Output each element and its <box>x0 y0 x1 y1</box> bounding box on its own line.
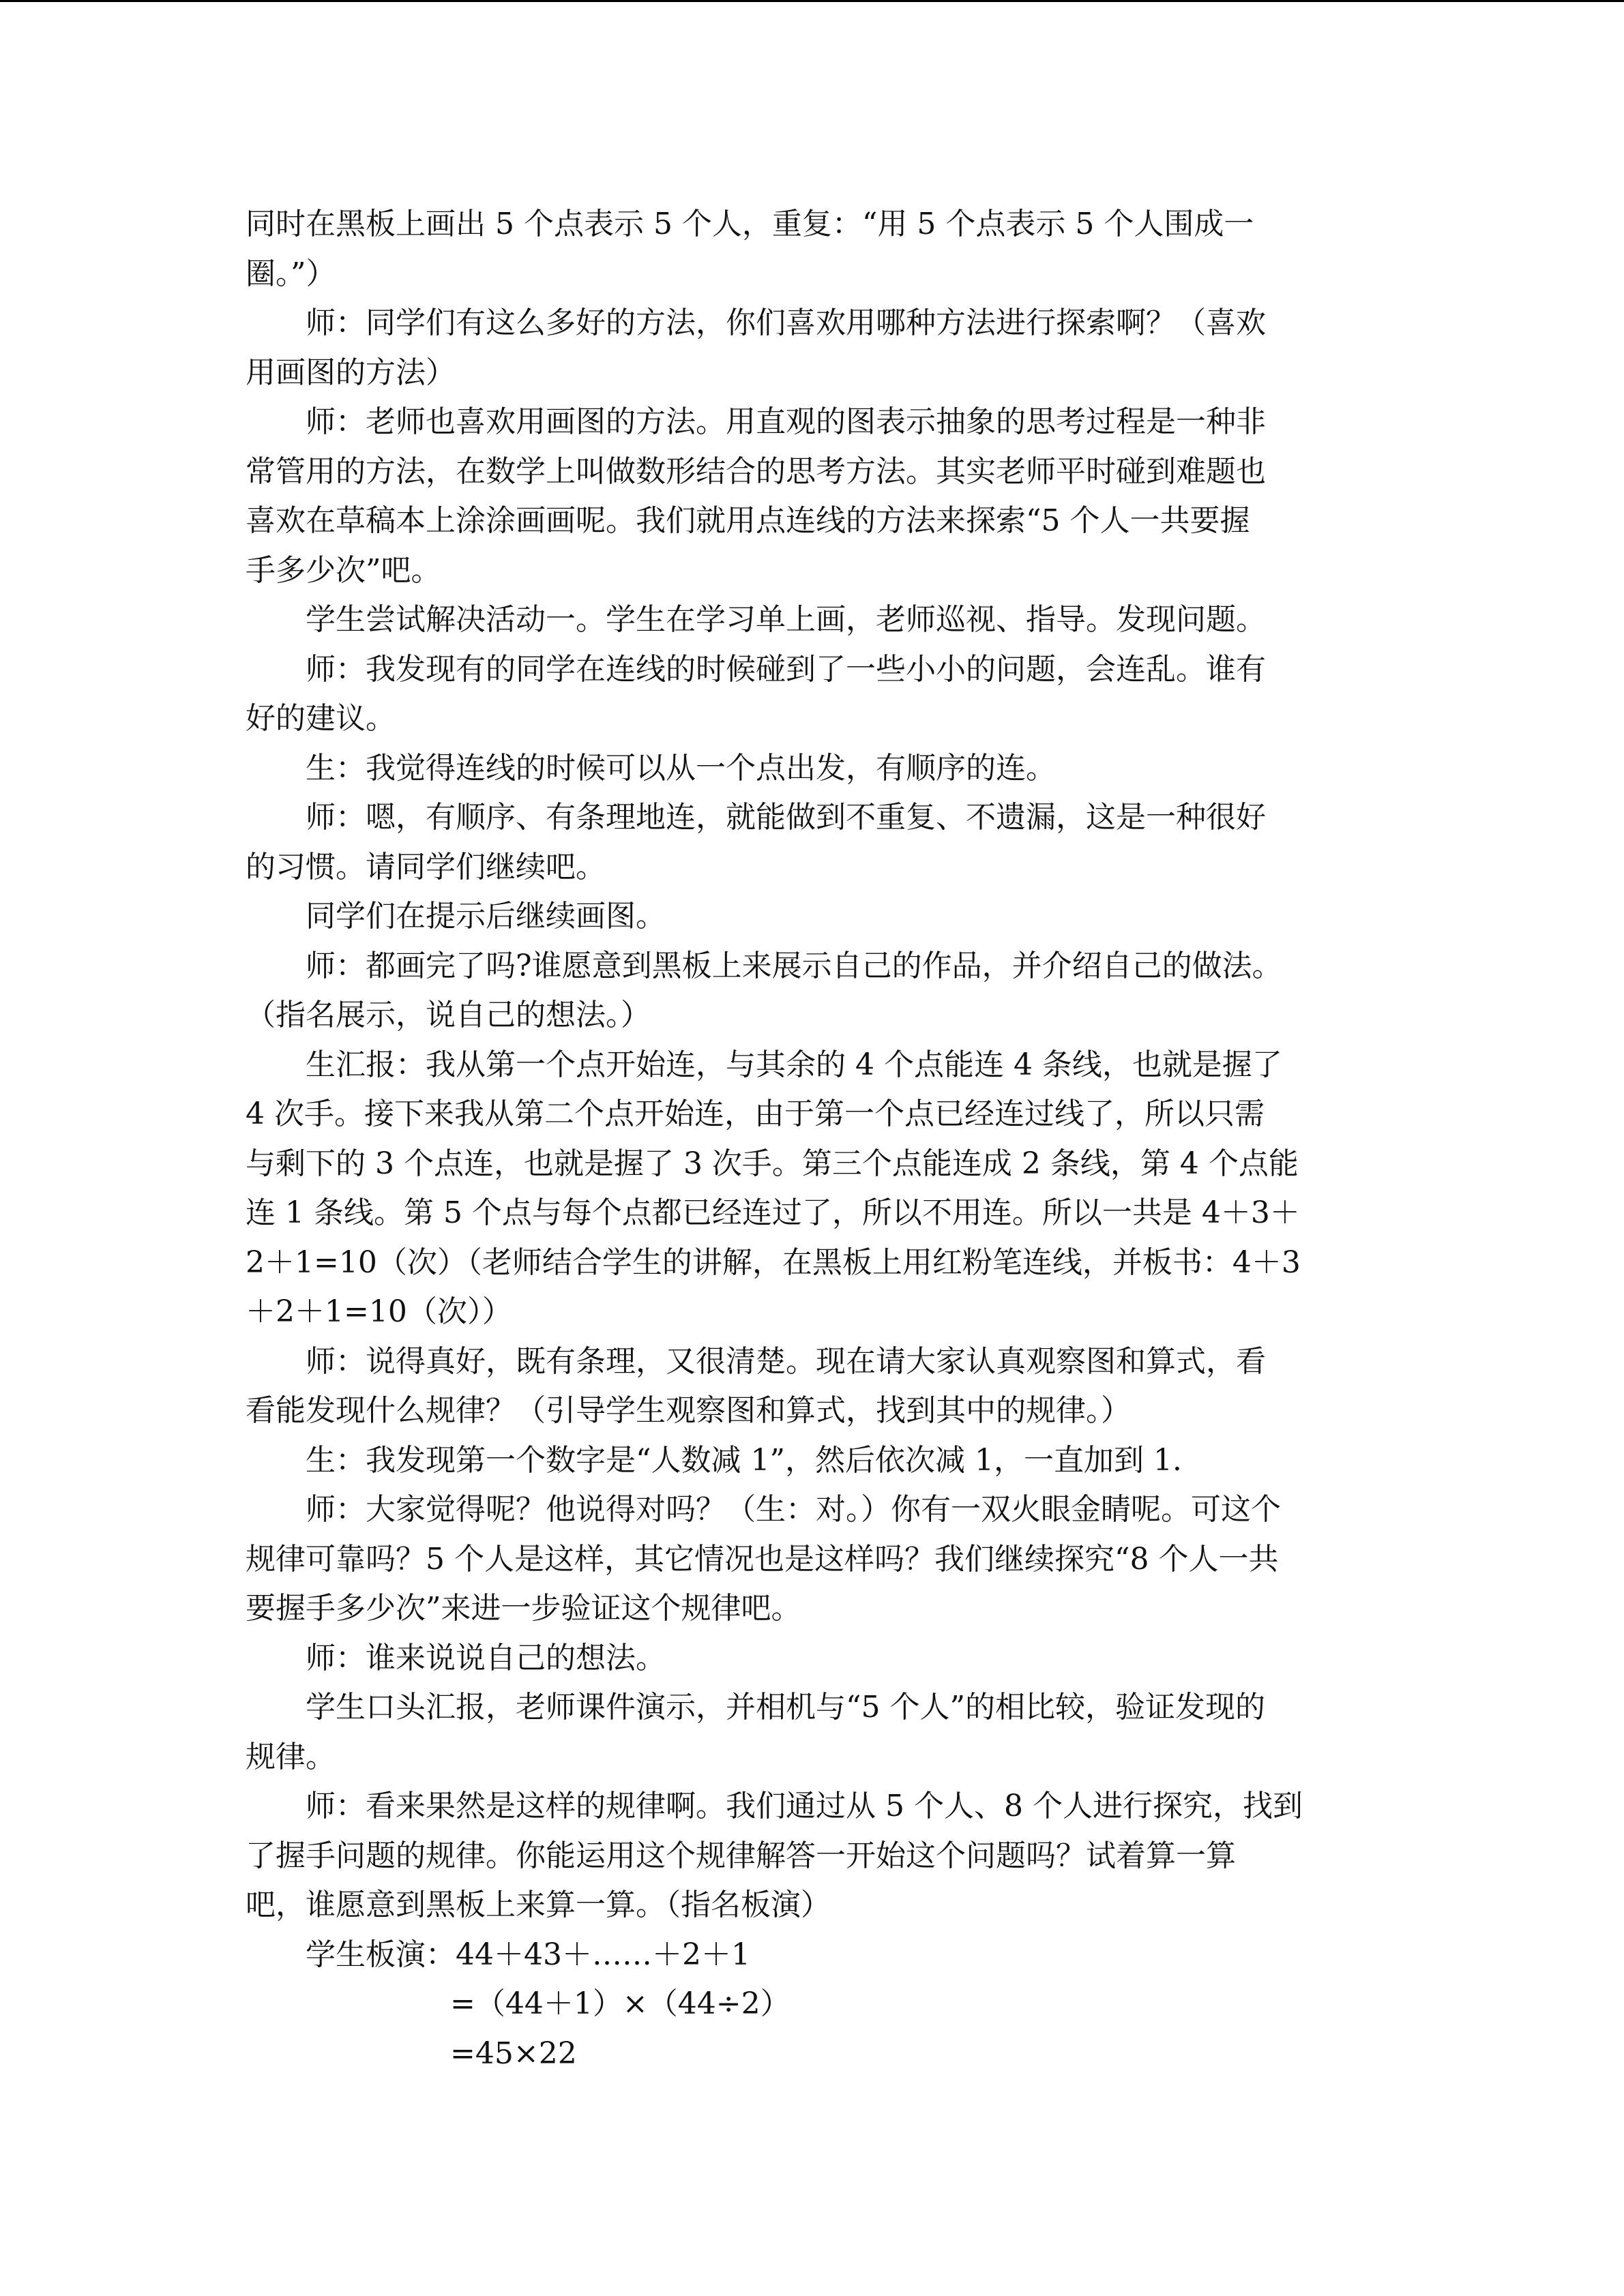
text-line: 同时在黑板上画出 5 个点表示 5 个人，重复：“用 5 个点表示 5 个人围成一 <box>246 207 1254 241</box>
text-line: 的习惯。请同学们继续吧。 <box>246 849 606 884</box>
text-line: 圈。”） <box>246 256 336 291</box>
document-body <box>246 200 1381 2078</box>
paragraph-line: 师：大家觉得呢？他说得对吗？（生：对。）你有一双火眼金睛呢。可这个 <box>306 1492 1281 1527</box>
text-line: 常管用的方法，在数学上叫做数形结合的思考方法。其实老师平时碰到难题也 <box>246 453 1266 489</box>
paragraph-line: 师：都画完了吗?谁愿意到黑板上来展示自己的作品，并介绍自己的做法。 <box>306 948 1282 983</box>
paragraph-line: 生：我发现第一个数字是“人数减 1”，然后依次减 1，一直加到 1. <box>306 1442 1182 1478</box>
text-line: （指名展示，说自己的想法。） <box>246 998 651 1032</box>
text-line: 手多少次”吧。 <box>246 552 441 588</box>
paragraph-line: 师：同学们有这么多好的方法，你们喜欢用哪种方法进行探索啊？（喜欢 <box>306 305 1266 340</box>
text-line: ＋2＋1=10（次）） <box>246 1294 512 1329</box>
paragraph-line: 师：看来果然是这样的规律啊。我们通过从 5 个人、8 个人进行探究，找到 <box>306 1789 1303 1823</box>
equation-line: =（44＋1）×（44÷2） <box>450 1986 791 2021</box>
text-line: 2＋1=10（次）（老师结合学生的讲解，在黑板上用红粉笔连线，并板书：4＋3 <box>246 1244 1301 1280</box>
paragraph-line: 师：谁来说说自己的想法。 <box>306 1640 666 1675</box>
text-line: 连 1 条线。第 5 个点与每个点都已经连过了，所以不用连。所以一共是 4＋3＋ <box>246 1195 1300 1230</box>
paragraph-line: 学生口头汇报，老师课件演示，并相机与“5 个人”的相比较，验证发现的 <box>306 1690 1265 1725</box>
paragraph-line: 师：说得真好，既有条理，又很清楚。现在请大家认真观察图和算式，看 <box>306 1343 1266 1379</box>
equation-line: 学生板演：44＋43＋……＋2＋1 <box>306 1937 750 1972</box>
text-line: 吧，谁愿意到黑板上来算一算。（指名板演） <box>246 1888 831 1922</box>
paragraph-line: 同学们在提示后继续画图。 <box>306 899 666 934</box>
text-line: 规律可靠吗？5 个人是这样，其它情况也是这样吗？我们继续探究“8 个人一共 <box>246 1541 1279 1577</box>
text-line: 了握手问题的规律。你能运用这个规律解答一开始这个问题吗？试着算一算 <box>246 1838 1236 1873</box>
text-line: 看能发现什么规律？（引导学生观察图和算式，找到其中的规律。） <box>246 1393 1131 1428</box>
paragraph-line: 生：我觉得连线的时候可以从一个点出发，有顺序的连。 <box>306 750 1056 786</box>
text-line: 与剩下的 3 个点连，也就是握了 3 次手。第三个点能连成 2 条线，第 4 个点能 <box>246 1146 1299 1181</box>
paragraph-line: 师：老师也喜欢用画图的方法。用直观的图表示抽象的思考过程是一种非 <box>306 404 1266 439</box>
paragraph-line: 师：嗯，有顺序、有条理地连，就能做到不重复、不遗漏，这是一种很好 <box>306 800 1266 835</box>
text-line: 好的建议。 <box>246 701 396 736</box>
text-line: 用画图的方法） <box>246 355 456 390</box>
paragraph-line: 生汇报：我从第一个点开始连，与其余的 4 个点能连 4 条线，也就是握了 <box>306 1047 1282 1082</box>
paragraph-line: 师：我发现有的同学在连线的时候碰到了一些小小的问题，会连乱。谁有 <box>306 651 1266 687</box>
text-line: 喜欢在草稿本上涂涂画画呢。我们就用点连线的方法来探索“5 个人一共要握 <box>246 503 1250 538</box>
text-line: 4 次手。接下来我从第二个点开始连，由于第一个点已经连过线了，所以只需 <box>246 1097 1265 1131</box>
paragraph-line: 学生尝试解决活动一。学生在学习单上画，老师巡视、指导。发现问题。 <box>306 602 1266 637</box>
text-line: 规律。 <box>246 1739 336 1774</box>
text-line: 要握手多少次”来进一步验证这个规律吧。 <box>246 1591 801 1626</box>
equation-line: =45×22 <box>450 2036 577 2071</box>
